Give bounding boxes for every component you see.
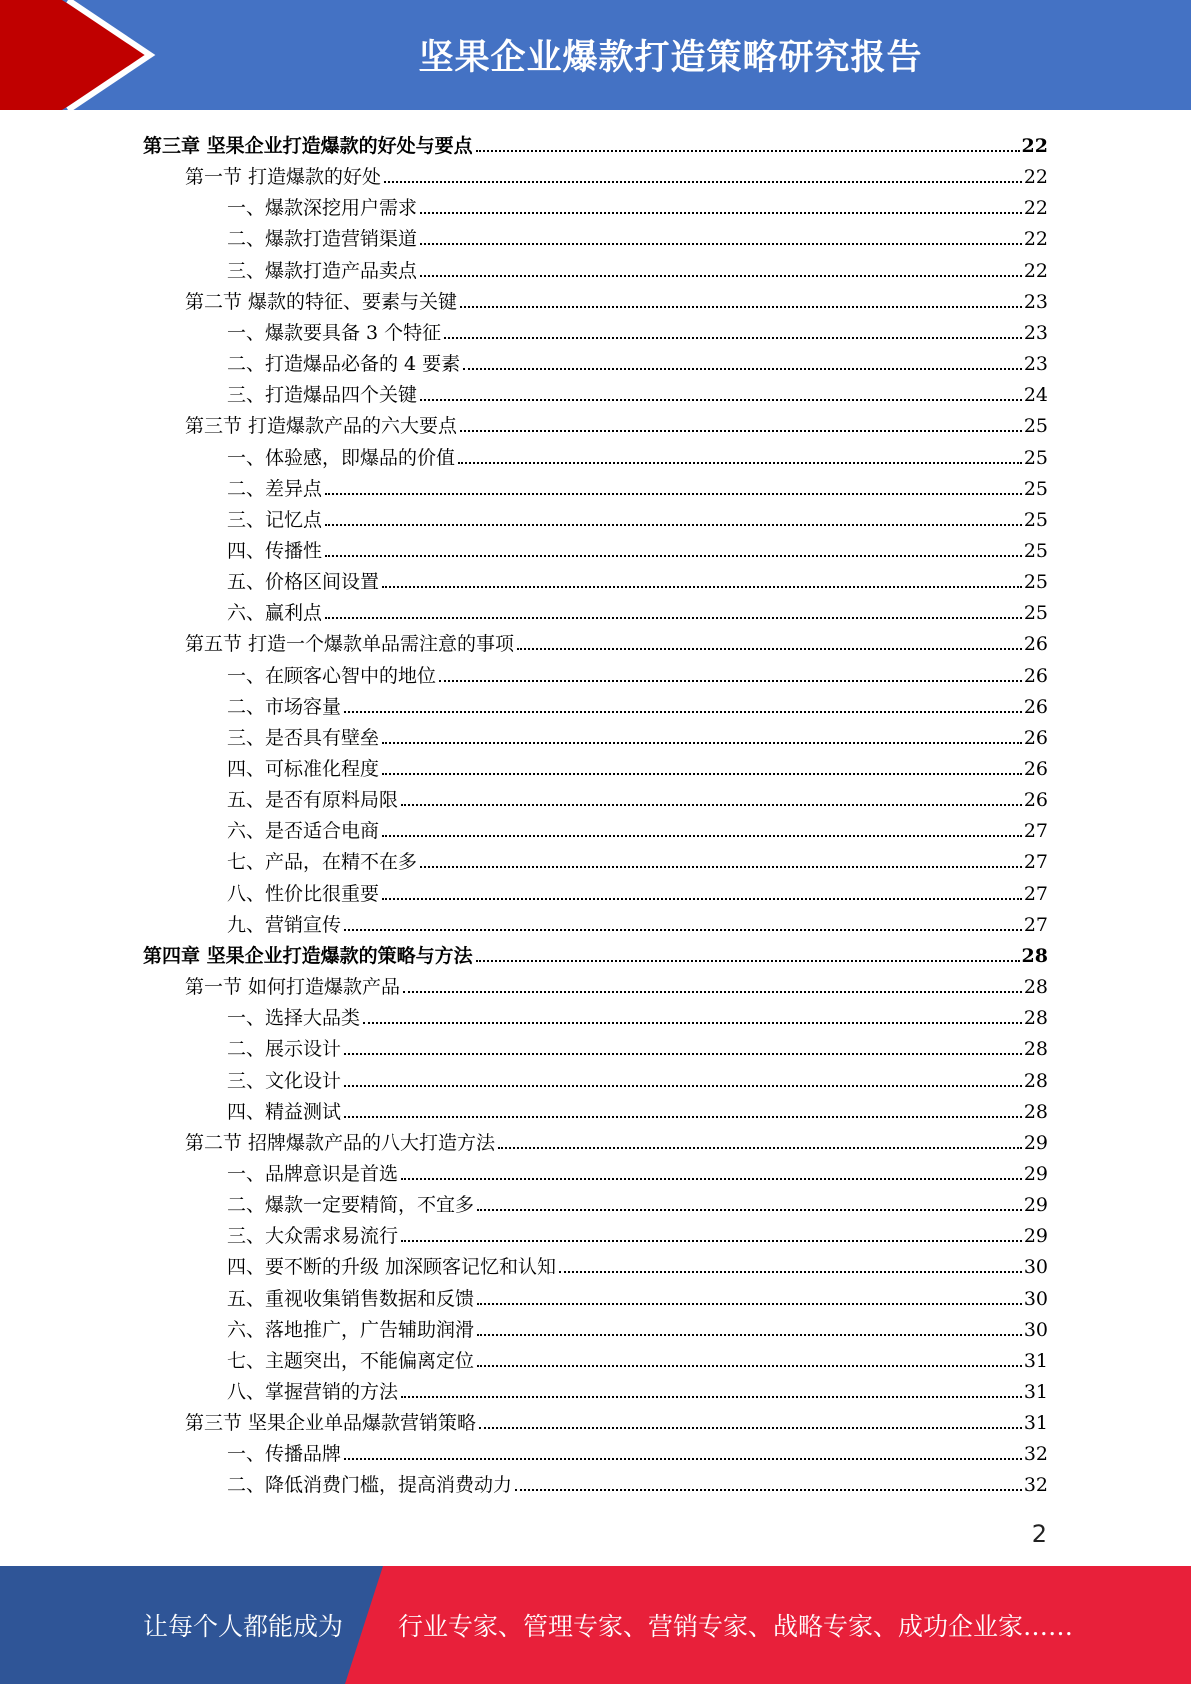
toc-entry-page: 25 xyxy=(1023,477,1048,500)
toc-entry-label: 二、市场容量 xyxy=(227,695,342,718)
toc-entry[interactable] xyxy=(227,688,1048,719)
toc-entry-page: 27 xyxy=(1023,913,1048,936)
toc-entry-label: 第二节 爆款的特征、要素与关键 xyxy=(185,290,458,313)
page-number: 2 xyxy=(1031,1520,1047,1548)
toc-entry-label: 第五节 打造一个爆款单品需注意的事项 xyxy=(185,633,515,656)
toc-entry[interactable] xyxy=(227,1342,1048,1373)
toc-entry[interactable] xyxy=(227,501,1048,532)
toc-dot-leader xyxy=(460,429,1022,432)
toc-dot-leader xyxy=(420,274,1022,277)
toc-entry-page: 23 xyxy=(1023,321,1048,344)
toc-entry-page: 30 xyxy=(1023,1256,1048,1279)
toc-dot-leader xyxy=(477,1302,1022,1305)
toc-entry-label: 第三节 坚果企业单品爆款营销策略 xyxy=(185,1412,477,1435)
toc-entry-page: 25 xyxy=(1023,539,1048,562)
toc-entry[interactable] xyxy=(227,781,1048,812)
toc-entry-label: 第二节 招牌爆款产品的八大打造方法 xyxy=(185,1131,496,1154)
toc-entry-page: 32 xyxy=(1023,1474,1048,1497)
toc-entry-label: 三、大众需求易流行 xyxy=(227,1225,399,1248)
toc-entry-label: 二、爆款打造营销渠道 xyxy=(227,228,418,251)
toc-entry-label: 八、掌握营销的方法 xyxy=(227,1381,399,1403)
toc-entry-label: 四、传播性 xyxy=(227,539,323,562)
toc-dot-leader xyxy=(477,1333,1022,1336)
toc-entry-label: 第三节 打造爆款产品的六大要点 xyxy=(185,415,458,438)
toc-entry-label: 第三章 坚果企业打造爆款的好处与要点 xyxy=(143,135,473,157)
toc-entry-label: 二、打造爆品必备的 4 要素 xyxy=(227,353,461,376)
toc-entry-page: 28 xyxy=(1023,976,1048,999)
toc-entry-page: 32 xyxy=(1023,1443,1048,1466)
toc-entry-page: 25 xyxy=(1023,508,1048,531)
toc-entry-page: 26 xyxy=(1023,695,1048,718)
toc-dot-leader xyxy=(325,616,1022,619)
toc-entry[interactable] xyxy=(143,937,1048,968)
toc-entry[interactable] xyxy=(227,532,1048,563)
toc-entry[interactable] xyxy=(227,812,1048,843)
toc-dot-leader xyxy=(344,1084,1022,1087)
toc-dot-leader xyxy=(382,585,1022,588)
toc-entry[interactable] xyxy=(227,875,1048,906)
toc-dot-leader xyxy=(460,305,1022,308)
toc-dot-leader xyxy=(344,928,1022,931)
page-header xyxy=(0,0,1191,110)
toc-entry[interactable] xyxy=(227,1217,1048,1248)
toc-dot-leader xyxy=(401,803,1022,806)
red-chevron-decoration xyxy=(0,0,160,110)
toc-dot-leader xyxy=(477,1208,1022,1211)
toc-entry[interactable] xyxy=(227,1311,1048,1342)
toc-entry[interactable] xyxy=(143,127,1048,158)
toc-dot-leader xyxy=(463,367,1022,370)
toc-entry[interactable] xyxy=(185,1124,1048,1155)
toc-entry-label: 四、要不断的升级 加深顾客记忆和认知 xyxy=(227,1256,557,1279)
toc-entry[interactable] xyxy=(227,1062,1048,1093)
toc-dot-leader xyxy=(517,647,1022,650)
toc-entry[interactable] xyxy=(227,657,1048,688)
toc-entry-page: 29 xyxy=(1023,1162,1048,1185)
toc-entry-page: 26 xyxy=(1023,789,1048,812)
toc-entry-label: 第四章 坚果企业打造爆款的策略与方法 xyxy=(143,944,473,967)
toc-entry-label: 三、打造爆品四个关键 xyxy=(227,384,418,407)
toc-dot-leader xyxy=(479,1426,1022,1429)
toc-entry-page: 27 xyxy=(1023,882,1048,905)
toc-entry[interactable] xyxy=(227,1435,1048,1466)
toc-entry-label: 六、赢利点 xyxy=(227,602,323,625)
toc-entry-page: 30 xyxy=(1023,1287,1048,1310)
toc-entry[interactable] xyxy=(227,220,1048,251)
toc-entry[interactable] xyxy=(185,407,1048,438)
toc-entry-label: 九、营销宣传 xyxy=(227,913,342,936)
toc-dot-leader xyxy=(476,959,1020,962)
toc-entry-label: 三、文化设计 xyxy=(227,1069,342,1092)
toc-entry-page: 31 xyxy=(1023,1349,1048,1372)
toc-entry[interactable] xyxy=(227,1373,1048,1404)
toc-entry[interactable] xyxy=(227,594,1048,625)
toc-entry[interactable] xyxy=(227,1093,1048,1124)
toc-entry-label: 七、产品，在精不在多 xyxy=(227,851,418,874)
toc-dot-leader xyxy=(382,741,1022,744)
toc-entry-page: 28 xyxy=(1023,1038,1048,1061)
toc-entry-label: 一、体验感，即爆品的价值 xyxy=(227,446,456,469)
toc-entry-label: 二、爆款一定要精简，不宜多 xyxy=(227,1194,475,1217)
toc-dot-leader xyxy=(439,679,1022,682)
toc-dot-leader xyxy=(420,398,1022,401)
footer-slogan-right: 行业专家、管理专家、营销专家、战略专家、成功企业家…… xyxy=(398,1612,1074,1641)
toc-entry-label: 五、是否有原料局限 xyxy=(227,789,399,812)
toc-entry-label: 一、爆款深挖用户需求 xyxy=(227,197,418,220)
toc-entry[interactable] xyxy=(227,1186,1048,1217)
toc-entry[interactable] xyxy=(185,625,1048,656)
toc-entry-page: 25 xyxy=(1023,446,1048,469)
toc-entry-label: 八、性价比很重要 xyxy=(227,882,380,905)
toc-entry-page: 29 xyxy=(1023,1131,1048,1154)
toc-entry-label: 第一节 如何打造爆款产品 xyxy=(185,976,401,999)
toc-entry-label: 二、降低消费门槛，提高消费动力 xyxy=(227,1474,513,1497)
toc-entry-page: 22 xyxy=(1021,135,1048,157)
toc-entry-label: 六、是否适合电商 xyxy=(227,820,380,843)
toc-entry-label: 六、落地推广，广告辅助润滑 xyxy=(227,1318,475,1341)
toc-dot-leader xyxy=(382,897,1022,900)
toc-entry[interactable] xyxy=(227,1466,1048,1497)
toc-dot-leader xyxy=(382,772,1022,775)
toc-entry-page: 30 xyxy=(1023,1318,1048,1341)
toc-entry-page: 25 xyxy=(1023,415,1048,438)
toc-entry[interactable] xyxy=(227,843,1048,874)
toc-entry[interactable] xyxy=(227,1280,1048,1311)
toc-entry[interactable] xyxy=(227,1248,1048,1279)
toc-entry-page: 25 xyxy=(1023,602,1048,625)
toc-entry-label: 五、重视收集销售数据和反馈 xyxy=(227,1287,475,1310)
toc-entry-label: 一、在顾客心智中的地位 xyxy=(227,664,437,687)
toc-entry-page: 27 xyxy=(1023,851,1048,874)
toc-dot-leader xyxy=(515,1488,1022,1491)
toc-entry[interactable] xyxy=(227,439,1048,470)
toc-entry-page: 29 xyxy=(1023,1225,1048,1248)
toc-entry[interactable] xyxy=(227,376,1048,407)
toc-dot-leader xyxy=(382,834,1022,837)
toc-entry[interactable] xyxy=(227,906,1048,937)
toc-entry-page: 22 xyxy=(1023,197,1048,220)
toc-entry-label: 二、展示设计 xyxy=(227,1038,342,1061)
toc-entry-page: 28 xyxy=(1021,944,1048,967)
toc-dot-leader xyxy=(498,1146,1022,1149)
toc-entry-page: 29 xyxy=(1023,1194,1048,1217)
toc-dot-leader xyxy=(420,211,1022,214)
toc-dot-leader xyxy=(325,554,1022,557)
toc-dot-leader xyxy=(344,1052,1022,1055)
toc-entry-label: 三、爆款打造产品卖点 xyxy=(227,259,418,282)
toc-entry-label: 一、选择大品类 xyxy=(227,1007,361,1030)
toc-dot-leader xyxy=(401,1239,1022,1242)
toc-entry[interactable] xyxy=(227,345,1048,376)
toc-entry-page: 23 xyxy=(1023,353,1048,376)
toc-entry-page: 22 xyxy=(1023,259,1048,282)
toc-entry[interactable] xyxy=(227,1155,1048,1186)
toc-entry-label: 一、品牌意识是首选 xyxy=(227,1162,399,1185)
toc-dot-leader xyxy=(476,149,1020,152)
toc-dot-leader xyxy=(559,1270,1022,1273)
toc-entry-page: 24 xyxy=(1023,384,1048,407)
toc-entry-page: 26 xyxy=(1023,633,1048,656)
toc-entry-label: 第一节 打造爆款的好处 xyxy=(185,166,382,189)
toc-dot-leader xyxy=(420,242,1022,245)
toc-entry[interactable] xyxy=(185,1404,1048,1435)
toc-dot-leader xyxy=(477,1364,1022,1367)
toc-dot-leader xyxy=(363,1021,1022,1024)
toc-dot-leader xyxy=(344,710,1022,713)
toc-entry-page: 22 xyxy=(1023,228,1048,251)
toc-dot-leader xyxy=(325,523,1022,526)
toc-entry[interactable] xyxy=(227,563,1048,594)
page-footer xyxy=(0,1566,1191,1684)
toc-entry-page: 25 xyxy=(1023,571,1048,594)
toc-dot-leader xyxy=(458,461,1022,464)
toc-entry[interactable] xyxy=(185,158,1048,189)
toc-entry-label: 三、记忆点 xyxy=(227,508,323,531)
toc-entry-label: 二、差异点 xyxy=(227,477,323,500)
toc-dot-leader xyxy=(403,990,1022,993)
toc-entry-label: 一、爆款要具备 3 个特征 xyxy=(227,321,442,344)
toc-entry[interactable] xyxy=(227,719,1048,750)
toc-dot-leader xyxy=(420,865,1022,868)
toc-entry-label: 五、价格区间设置 xyxy=(227,571,380,594)
toc-entry-label: 四、精益测试 xyxy=(227,1100,342,1123)
toc-entry-page: 22 xyxy=(1023,166,1048,189)
report-title: 坚果企业爆款打造策略研究报告 xyxy=(418,38,923,78)
toc-entry[interactable] xyxy=(185,968,1048,999)
toc-entry-page: 23 xyxy=(1023,290,1048,313)
toc-entry-page: 26 xyxy=(1023,758,1048,780)
toc-dot-leader xyxy=(444,336,1022,339)
toc-dot-leader xyxy=(344,1115,1022,1118)
toc-dot-leader xyxy=(325,492,1022,495)
toc-entry-page: 27 xyxy=(1023,820,1048,843)
toc-entry[interactable] xyxy=(227,470,1048,501)
toc-entry-page: 26 xyxy=(1023,726,1048,749)
toc-dot-leader xyxy=(401,1177,1022,1180)
toc-entry-label: 七、主题突出，不能偏离定位 xyxy=(227,1349,475,1372)
toc-entry-page: 31 xyxy=(1023,1412,1048,1435)
toc-dot-leader xyxy=(344,1457,1022,1460)
toc-entry[interactable] xyxy=(227,314,1048,345)
toc-entry[interactable] xyxy=(185,283,1048,314)
toc-entry[interactable] xyxy=(227,252,1048,283)
footer-slogan-left: 让每个人都能成为 xyxy=(143,1612,344,1641)
toc-entry-label: 四、可标准化程度 xyxy=(227,758,380,780)
toc-entry-page: 26 xyxy=(1023,664,1048,687)
toc-entry[interactable] xyxy=(227,999,1048,1030)
toc-dot-leader xyxy=(401,1395,1022,1398)
toc-entry-label: 三、是否具有壁垒 xyxy=(227,726,380,749)
toc-entry-label: 一、传播品牌 xyxy=(227,1443,342,1466)
toc-entry[interactable] xyxy=(227,1030,1048,1061)
toc-entry-page: 31 xyxy=(1023,1381,1048,1403)
toc-entry[interactable] xyxy=(227,189,1048,220)
toc-entry-page: 28 xyxy=(1023,1100,1048,1123)
toc-entry[interactable] xyxy=(227,750,1048,781)
toc-dot-leader xyxy=(384,180,1022,183)
toc-entry-page: 28 xyxy=(1023,1069,1048,1092)
toc-entry-page: 28 xyxy=(1023,1007,1048,1030)
